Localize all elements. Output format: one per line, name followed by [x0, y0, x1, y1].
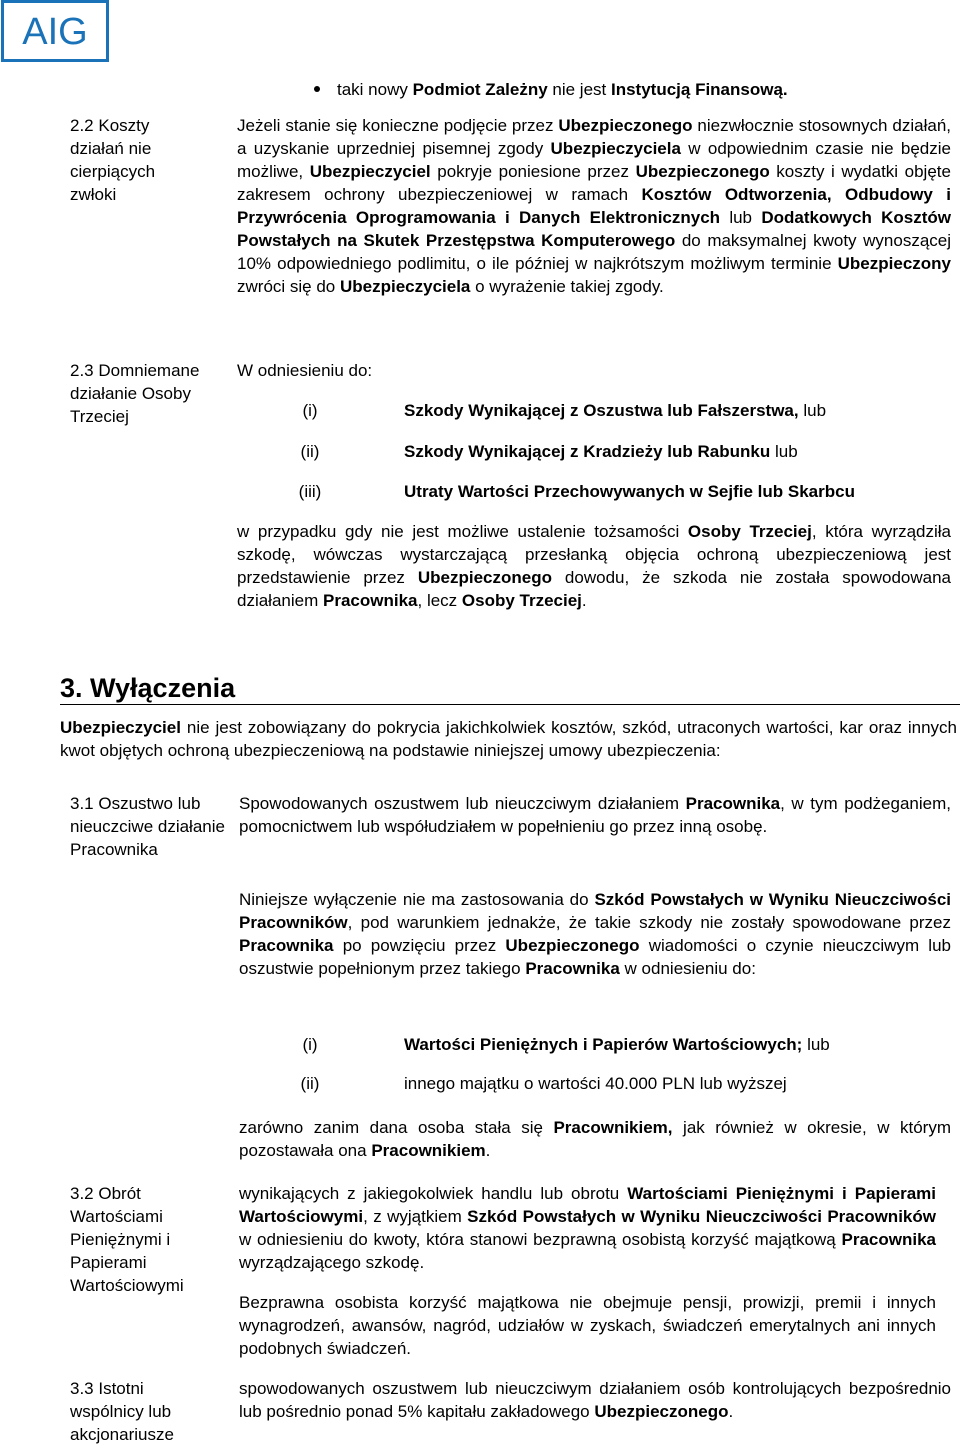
section-3-1-text-3: zarówno zanim dana osoba stała się Pracownikiem, jak również w okresie, w którym pozostawała ona Pracownikiem. — [239, 1118, 951, 1160]
list-item: Szkody Wynikającej z Oszustwa lub Fałszerstwa, lub — [404, 401, 827, 420]
section-3-1-text-2: Niniejsze wyłączenie nie ma zastosowania do Szkód Powstałych w Wyniku Nieuczciwości Pracowników, pod warunkiem jednakże, że takie szkody nie zostały spowodowane przez Pracownika po powzięciu przez Ubezpieczonego wiadomości o czynie nieuczciwym lub oszustwie popełnionym przez takiego Pracownika w odniesieniu do: — [239, 890, 951, 978]
section-3-2-text-2: Bezprawna osobista korzyść majątkowa nie obejmuje pensji, prowizji, premii i innych wynagrodzeń, awansów, nagród, udziałów w zyskach, świadczeń emerytalnych ani innych podobnych świadczeń. — [239, 1293, 936, 1358]
section-2-3-text: w przypadku gdy nie jest możliwe ustalenie tożsamości Osoby Trzeciej, która wyrządziła szkodę, wówczas wystarczającą przesłanką objęcia ochroną ubezpieczeniową jest przedstawienie przez Ubezpieczonego dowodu, że szkoda nie została spowodowana działaniem Pracownika, lecz Osoby Trzeciej. — [237, 522, 951, 610]
section-3-heading: 3. Wyłączenia — [60, 673, 236, 703]
list-item-number: (i) — [302, 1035, 318, 1054]
list-item: Szkody Wynikającej z Kradzieży lub Rabunku lub — [404, 442, 798, 461]
list-item: Wartości Pieniężnych i Papierów Wartościowych; lub — [404, 1035, 830, 1054]
list-item-number: (ii) — [300, 1074, 320, 1093]
section-2-3-label: 2.3 Domniemane działanie Osoby Trzeciej — [70, 361, 200, 426]
list-item: Utraty Wartości Przechowywanych w Sejfie lub Skarbcu — [404, 482, 855, 501]
list-item-number: (ii) — [300, 442, 320, 461]
top-bullet-text: taki nowy Podmiot Zależny nie jest Instytucją Finansową. — [337, 80, 788, 99]
aig-logo-mark — [10, 11, 100, 51]
section-3-1-label: 3.1 Oszustwo lub nieuczciwe działanie Pracownika — [70, 794, 225, 859]
section-3-3-label: 3.3 Istotni wspólnicy lub akcjonariusze — [70, 1379, 174, 1444]
section-2-3-intro: W odniesieniu do: — [237, 361, 373, 380]
aig-logo — [1, 0, 109, 62]
section-3-1-text-1: Spowodowanych oszustwem lub nieuczciwym działaniem Pracownika, w tym podżeganiem, pomocnictwem lub współudziałem w popełnieniu go przez inną osobę. — [239, 794, 951, 836]
section-2-2-text: Jeżeli stanie się konieczne podjęcie przez Ubezpieczonego niezwłocznie stosownych działań, a uzyskanie uprzedniej pisemnej zgody Ubezpieczyciela w odpowiednim czasie nie będzie możliwe, Ubezpieczyciel pokryje poniesione przez Ubezpieczonego koszty i wydatki objęte zakresem ochrony ubezpieczeniowej w ramach Kosztów Odtworzenia, Odbudowy i Przywrócenia Oprogramowania i Danych Elektronicznych lub Dodatkowych Kosztów Powstałych na Skutek Przestępstwa Komputerowego do maksymalnej kwoty wynoszącej 10% odpowiedniego podlimitu, o ile później w najkrótszym możliwym terminie Ubezpieczony zwróci się do Ubezpieczyciela o wyrażenie takiej zgody. — [237, 116, 952, 296]
bullet-dot — [314, 86, 320, 92]
aig-logo-text: AIG — [22, 11, 88, 51]
section-3-3-text: spowodowanych oszustwem lub nieuczciwym działaniem osób kontrolujących bezpośrednio lub pośrednio ponad 5% kapitału zakładowego Ubezpieczonego. — [239, 1379, 951, 1421]
section-2-2-label: 2.2 Koszty działań nie cierpiących zwłoki — [70, 116, 156, 204]
heading-rule — [60, 704, 960, 705]
section-3-2-text-1: wynikających z jakiegokolwiek handlu lub obrotu Wartościami Pieniężnymi i Papierami Wartościowymi, z wyjątkiem Szkód Powstałych w Wyniku Nieuczciwości Pracowników w odniesieniu do kwoty, która stanowi bezprawną osobistą korzyść majątkową Pracownika wyrządzającego szkodę. — [239, 1184, 936, 1272]
list-item-number: (i) — [302, 401, 318, 420]
list-item: innego majątku o wartości 40.000 PLN lub wyższej — [404, 1074, 787, 1093]
section-3-2-label: 3.2 Obrót Wartościami Pieniężnymi i Papierami Wartościowymi — [70, 1184, 184, 1295]
section-3-intro: Ubezpieczyciel nie jest zobowiązany do pokrycia jakichkolwiek kosztów, szkód, utraconych wartości, kar oraz innych kwot objętych ochroną ubezpieczeniową na podstawie niniejszej umowy ubezpieczenia: — [60, 718, 957, 760]
list-item-number: (iii) — [298, 482, 322, 501]
